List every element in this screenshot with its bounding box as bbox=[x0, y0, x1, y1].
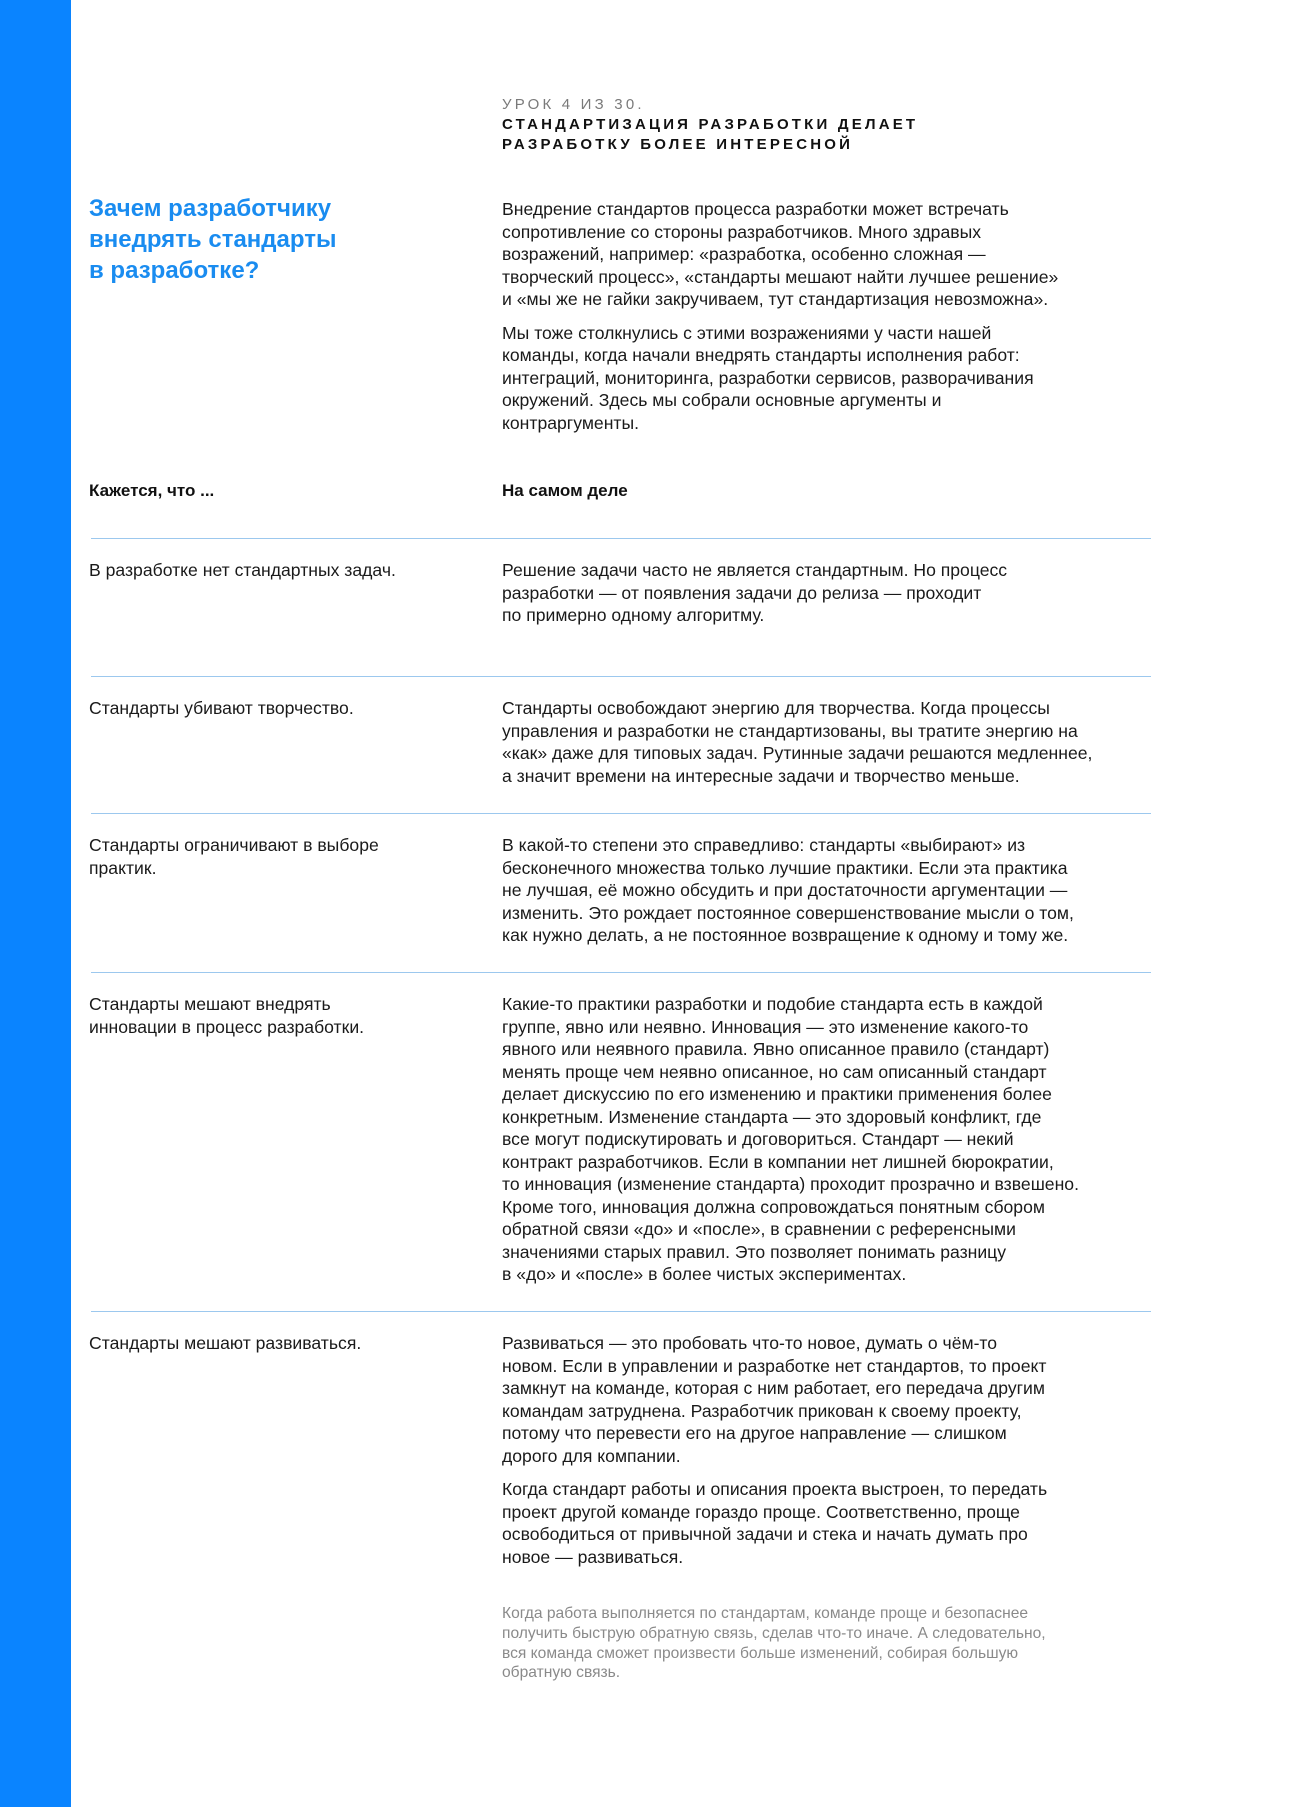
accent-side-bar bbox=[0, 0, 71, 1807]
intro-text bbox=[502, 198, 1170, 445]
row-divider bbox=[91, 676, 1151, 677]
reality-cell bbox=[502, 993, 1170, 1297]
myth-cell: Стандарты убивают творчество. bbox=[89, 698, 354, 718]
reality-cell bbox=[502, 834, 1170, 958]
column-header-myth: Кажется, что ... bbox=[89, 481, 215, 500]
intro-paragraph: Мы тоже столкнулись с этими возражениями у части нашей команды, когда начали внедрять стандарты исполнения работ: интеграций, мониторинга, разработки сервисов, разворачивания окружений. Здесь мы собрали основные аргументы и контраргументы. bbox=[502, 322, 1034, 433]
row-divider bbox=[91, 813, 1151, 814]
intro-paragraph: Внедрение стандартов процесса разработки может встречать сопротивление со стороны разработчиков. Много здравых возражений, например: «разработка, особенно сложная — творческий процесс», «стандарты мешают найти лучшее решение» и «мы же не гайки закручиваем, тут стандартизация невозможна». bbox=[502, 199, 1059, 309]
section-heading: Зачем разработчику внедрять стандарты в разработке? bbox=[89, 195, 337, 284]
footnote: Когда работа выполняется по стандартам, команде проще и безопаснее получить быструю обратную связь, сделав что-то иначе. А следовательно, вся команда сможет произвести больше изменений, собирая большую обратную связь. bbox=[502, 1605, 1046, 1682]
reality-paragraph: Какие-то практики разработки и подобие стандарта есть в каждой группе, явно или неявно. Инновация — это изменение какого-то явного или неявного правила. Явно описанное правило (стандарт) менять проще чем неявно описанное, но сам описанный стандарт делает дискуссию по его изменению и практики применения более конкретным. Изменение стандарта — это здоровый конфликт, где все могут подискутировать и договориться. Стандарт — некий контракт разработчиков. Если в компании нет лишней бюрократии, то инновация (изменение стандарта) проходит прозрачно и взвешено. Кроме того, инновация должна сопровождаться понятным сбором обратной связи «до» и «после», в сравнении с референсными значениями старых правил. Это позволяет понимать разницу в «до» и «после» в более чистых экспериментах. bbox=[502, 994, 1079, 1284]
row-divider bbox=[91, 1311, 1151, 1312]
reality-paragraph: В какой-то степени это справедливо: стандарты «выбирают» из бесконечного множества только лучшие практики. Если эта практика не лучшая, её можно обсудить и при достаточности аргументации — изменить. Это рождает постоянное совершенствование мысли о том, как нужно делать, а не постоянное возвращение к одному и тому же. bbox=[502, 835, 1074, 945]
column-header-reality: На самом деле bbox=[502, 481, 628, 500]
reality-cell bbox=[502, 559, 1170, 638]
myth-cell: В разработке нет стандартных задач. bbox=[89, 560, 396, 580]
reality-cell bbox=[502, 1332, 1170, 1579]
lesson-number: УРОК 4 ИЗ 30. bbox=[502, 96, 645, 113]
myth-cell: Стандарты ограничивают в выборе практик. bbox=[89, 835, 379, 878]
reality-cell bbox=[502, 697, 1170, 798]
reality-paragraph: Решение задачи часто не является стандартным. Но процесс разработки — от появления задачи до релиза — проходит по примерно одному алгоритму. bbox=[502, 560, 1008, 625]
reality-paragraph: Стандарты освобождают энергию для творчества. Когда процессы управления и разработки не стандартизованы, вы тратите энергию на «как» даже для типовых задач. Рутинные задачи решаются медленнее, а значит времени на интересные задачи и творчество меньше. bbox=[502, 698, 1093, 786]
reality-paragraph: Когда стандарт работы и описания проекта выстроен, то передать проект другой команде гораздо проще. Соответственно, проще освободиться от привычной задачи и стека и начать думать про новое — развиваться. bbox=[502, 1479, 1048, 1567]
reality-paragraph: Развиваться — это пробовать что-то новое, думать о чём-то новом. Если в управлении и разработке нет стандартов, то проект замкнут на команде, которая с ним работает, его передача другим командам затруднена. Разработчик прикован к своему проекту, потому что перевести его на другое направление — слишком дорого для компании. bbox=[502, 1333, 1047, 1466]
lesson-header bbox=[502, 95, 1162, 155]
row-divider bbox=[91, 972, 1151, 973]
row-divider bbox=[91, 538, 1151, 539]
lesson-title: СТАНДАРТИЗАЦИЯ РАЗРАБОТКИ ДЕЛАЕТ РАЗРАБОТКУ БОЛЕЕ ИНТЕРЕСНОЙ bbox=[502, 116, 919, 153]
myth-cell: Стандарты мешают внедрять инновации в процесс разработки. bbox=[89, 994, 365, 1037]
myth-cell: Стандарты мешают развиваться. bbox=[89, 1333, 362, 1353]
